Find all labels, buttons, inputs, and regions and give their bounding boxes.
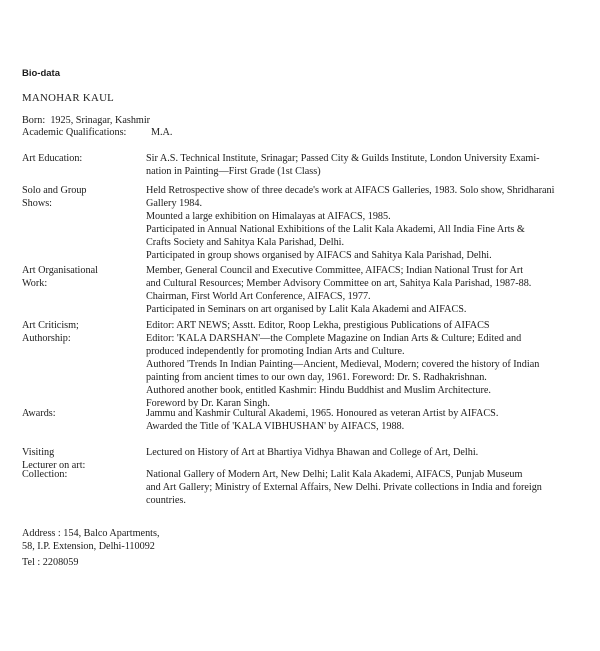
label-line: Collection:: [22, 469, 68, 480]
paragraph-line: nation in Painting—First Grade (1st Class): [146, 166, 321, 177]
section-paragraph: [146, 358, 560, 384]
label-line: Awards:: [22, 408, 56, 419]
paragraph-line: and Cultural Resources; Member Advisory Committee on art, Sahitya Kala Parishad, 1987-88.: [146, 278, 532, 289]
paragraph-line: Editor: ART NEWS; Asstt. Editor, Roop Lekha, prestigious Publications of AIFACS: [146, 320, 490, 331]
label-line: Art Education:: [22, 153, 83, 164]
section-paragraph: [146, 249, 560, 262]
paragraph-line: painting from ancient times to our own day, 1961. Foreword: Dr. S. Radhakrishnan.: [146, 372, 487, 383]
section-paragraph: [146, 152, 560, 178]
label-line: Shows:: [22, 198, 53, 209]
paragraph-line: Chairman, First World Art Conference, AIFACS, 1977.: [146, 291, 371, 302]
section-content-art-criticism-authorship: [146, 319, 560, 410]
born-label: Born:: [22, 115, 46, 126]
paragraph-line: Participated in group shows organised by AIFACS and Sahitya Kala Parishad, Delhi.: [146, 250, 492, 261]
section-label-art-education: [22, 152, 142, 165]
paragraph-line: Crafts Society and Sahitya Kala Parishad, Delhi.: [146, 237, 345, 248]
label-line: Lecturer on art:: [22, 460, 86, 471]
section-label-awards: [22, 407, 142, 420]
section-paragraph: [146, 210, 560, 223]
telephone: Tel : 2208059: [22, 557, 79, 568]
section-paragraph: [146, 332, 560, 358]
section-content-art-education: [146, 152, 560, 178]
section-paragraph: [146, 407, 560, 420]
section-label-art-criticism-authorship: [22, 319, 142, 345]
label-line: Work:: [22, 278, 48, 289]
section-paragraph: [146, 184, 560, 210]
paragraph-line: National Gallery of Modern Art, New Delhi; Lalit Kala Akademi, AIFACS, Punjab Museum: [146, 469, 523, 480]
section-content-collection: [146, 468, 560, 507]
section-content-awards: [146, 407, 560, 433]
paragraph-line: Held Retrospective show of three decade's work at AIFACS Galleries, 1983. Solo show, Shridharani: [146, 185, 555, 196]
section-content-art-organisational-work: [146, 264, 560, 316]
address-line: Address : 154, Balco Apartments,: [22, 528, 160, 539]
paragraph-line: Authored another book, entitled Kashmir: Hindu Buddhist and Muslim Architecture.: [146, 385, 491, 396]
document-title: Bio-data: [22, 68, 60, 79]
paragraph-line: Participated in Seminars on art organised by Lalit Kala Akademi and AIFACS.: [146, 304, 467, 315]
section-paragraph: [146, 468, 560, 507]
section-paragraph: [146, 264, 560, 290]
paragraph-line: produced independently for promoting Indian Arts and Culture.: [146, 346, 405, 357]
label-line: Art Criticism;: [22, 320, 79, 331]
paragraph-line: Mounted a large exhibition on Himalayas at AIFACS, 1985.: [146, 211, 391, 222]
artist-name: MANOHAR KAUL: [22, 92, 115, 104]
qualifications-value: M.A.: [150, 127, 173, 138]
section-label-art-organisational-work: [22, 264, 142, 290]
section-paragraph: [146, 420, 560, 433]
qualifications-line: [22, 126, 172, 139]
section-paragraph: [146, 446, 560, 459]
qualifications-label: Academic Qualifications:: [22, 127, 127, 138]
section-paragraph: [146, 303, 560, 316]
section-label-collection: [22, 468, 142, 481]
section-label-solo-group-shows: [22, 184, 142, 210]
label-line: Authorship:: [22, 333, 71, 344]
paragraph-line: Participated in Annual National Exhibitions of the Lalit Kala Akademi, All India Fine Arts &: [146, 224, 525, 235]
paragraph-line: Gallery 1984.: [146, 198, 203, 209]
section-content-visiting-lecturer: [146, 446, 560, 459]
paragraph-line: Editor: 'KALA DARSHAN'—the Complete Magazine on Indian Arts & Culture; Edited and: [146, 333, 522, 344]
section-paragraph: [146, 223, 560, 249]
label-line: Visiting: [22, 447, 55, 458]
born-value: 1925, Srinagar, Kashmir: [50, 115, 151, 126]
label-line: Art Organisational: [22, 265, 98, 276]
contact-address: [22, 527, 160, 569]
paragraph-line: Lectured on History of Art at Bhartiya Vidhya Bhawan and College of Art, Delhi.: [146, 447, 479, 458]
paragraph-line: countries.: [146, 495, 186, 506]
label-line: Solo and Group: [22, 185, 87, 196]
section-paragraph: [146, 319, 560, 332]
paragraph-line: Jammu and Kashmir Cultural Akademi, 1965. Honoured as veteran Artist by AIFACS.: [146, 408, 499, 419]
section-content-solo-group-shows: [146, 184, 560, 262]
address-line: 58, I.P. Extension, Delhi-110092: [22, 541, 155, 552]
paragraph-line: Member, General Council and Executive Committee, AIFACS; Indian National Trust for Art: [146, 265, 524, 276]
paragraph-line: Authored 'Trends In Indian Painting—Ancient, Medieval, Modern; covered the history of Indian: [146, 359, 540, 370]
paragraph-line: Foreword by Dr. Karan Singh.: [146, 398, 270, 409]
section-paragraph: [146, 290, 560, 303]
paragraph-line: Sir A.S. Technical Institute, Srinagar; Passed City & Guilds Institute, London University Exami-: [146, 153, 540, 164]
paragraph-line: and Art Gallery; Ministry of External Affairs, New Delhi. Private collections in India and foreign: [146, 482, 542, 493]
paragraph-line: Awarded the Title of 'KALA VIBHUSHAN' by AIFACS, 1988.: [146, 421, 405, 432]
